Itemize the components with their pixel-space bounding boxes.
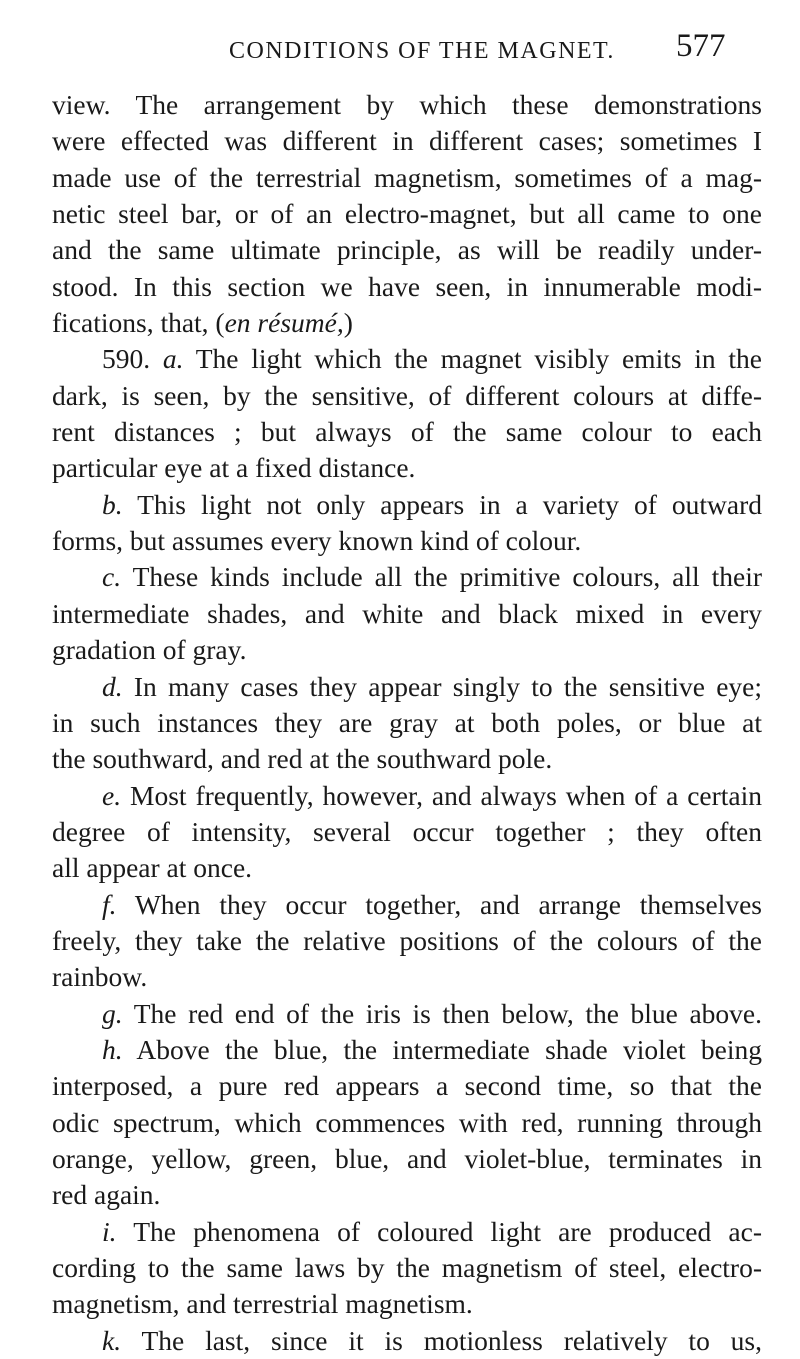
text-line [52,669,762,705]
line-text: Most frequently, however, and always when of a certain [130,779,762,811]
text-line [52,814,762,850]
line-text: rainbow. [52,961,148,993]
line-text: freely, they take the relative positions of the colours of the [52,924,762,956]
text-line [52,1105,762,1141]
text-line [52,959,762,995]
page-number: 577 [676,28,726,64]
line-text: in such instances they are gray at both poles, or blue at [52,706,762,738]
text-line [52,887,762,923]
text-line [52,87,762,123]
line-text: odic spectrum, which commences with red, running through [52,1106,762,1138]
text-line [52,778,762,814]
paragraph-label: i. [102,1215,117,1247]
text-line [52,559,762,595]
text-line [52,705,762,741]
line-text: intermediate shades, and white and black mixed in every [52,597,762,629]
line-text: orange, yellow, green, blue, and violet-blue, terminates in [52,1142,762,1174]
line-text: made use of the terrestrial magnetism, sometimes of a mag- [52,161,762,193]
line-text: the southward, and red at the southward pole. [52,743,553,775]
line-text: cording to the same laws by the magnetism of steel, electro- [52,1252,762,1283]
paragraph-label: c. [102,561,122,593]
paragraph-label: 590. a. [102,343,184,375]
text-line [52,341,762,377]
text-line [52,923,762,959]
text-line [52,1323,762,1359]
text-line [52,1141,762,1177]
line-text: netic steel bar, or of an electro-magnet, but all came to one [52,198,762,230]
text-line [52,196,762,232]
paragraph-label: b. [102,488,123,520]
line-text: These kinds include all the primitive colours, all their [132,561,762,593]
text-line [52,996,762,1032]
text-line [52,414,762,450]
line-text: Above the blue, the intermediate shade violet being [136,1033,763,1065]
text-line [52,269,762,305]
running-head: CONDITIONS OF THE MAGNET. [229,38,615,64]
paragraph-label: d. [102,670,123,702]
line-text: degree of intensity, several occur together ; they often [52,815,762,847]
text-line [52,523,762,559]
line-text: all appear at once. [52,852,253,884]
text-line [52,378,762,414]
line-text: In many cases they appear singly to the sensitive eye; [133,670,763,702]
text-line [52,632,762,668]
line-text: The phenomena of coloured light are produced ac- [133,1215,762,1247]
text-line [52,850,762,886]
body-text [52,87,762,1359]
text-line [52,450,762,486]
paragraph-label: e. [102,779,122,811]
text-line [52,487,762,523]
text-line [52,123,762,159]
line-text: gradation of gray. [52,634,247,666]
line-text: were effected was different in different cases; sometimes I [52,125,762,157]
paragraph-label: k. [102,1324,122,1356]
line-text: view. The arrangement by which these demonstrations [52,89,762,120]
text-line [52,1177,762,1213]
text-line [52,1214,762,1250]
line-text: forms, but assumes every known kind of colour. [52,525,582,557]
text-line [52,305,762,341]
text-line [52,1286,762,1322]
line-text: red again. [52,1179,161,1211]
text-line [52,1250,762,1286]
line-text: The red end of the iris is then below, the blue above. [133,997,762,1029]
line-text: This light not only appears in a variety of outward [137,488,762,520]
line-text: particular eye at a fixed distance. [52,452,416,484]
line-text: fications, that, (en résumé,) [52,307,353,339]
line-text: and the same ultimate principle, as will be readily under- [52,234,762,266]
text-line [52,1068,762,1104]
paragraph-label: g. [102,997,123,1029]
text-line [52,596,762,632]
text-line [52,232,762,268]
line-text: The light which the magnet visibly emits in the [195,343,763,375]
text-line [52,160,762,196]
text-line [52,1032,762,1068]
line-text: When they occur together, and arrange themselves [134,888,762,920]
paragraph-label: h. [102,1033,123,1065]
line-text: The last, since it is motionless relatively to us, [141,1324,762,1356]
page-header [0,28,800,88]
line-text: stood. In this section we have seen, in innumerable modi- [52,270,762,302]
line-text: rent distances ; but always of the same colour to each [52,416,762,448]
line-text: magnetism, and terrestrial magnetism. [52,1288,473,1320]
line-text: interposed, a pure red appears a second time, so that the [52,1070,762,1102]
line-text: dark, is seen, by the sensitive, of different colours at diffe- [52,379,762,411]
paragraph-label: f. [102,888,117,920]
text-line [52,741,762,777]
